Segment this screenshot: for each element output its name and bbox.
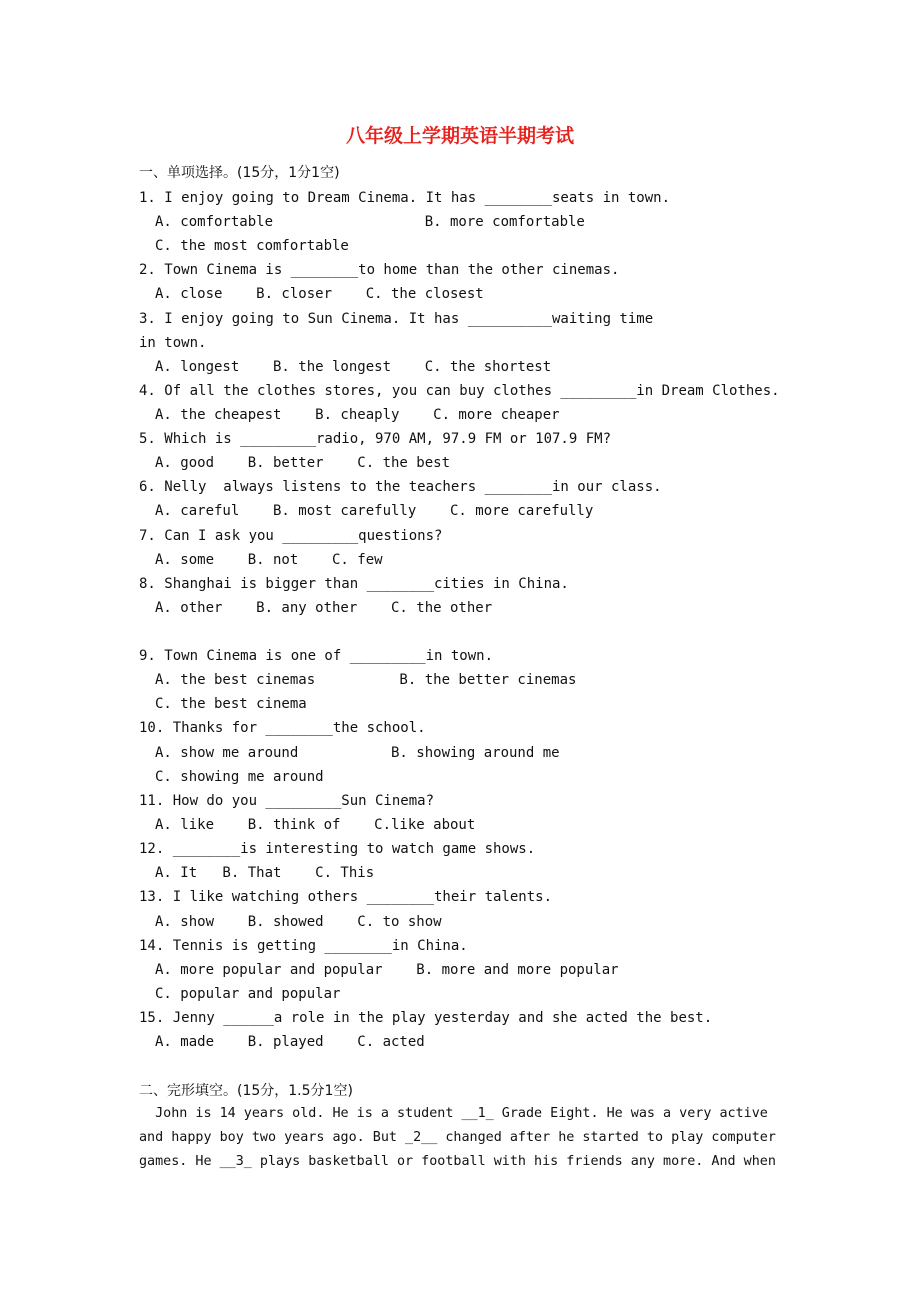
question-8-options: A. other B. any other C. the other bbox=[155, 600, 493, 616]
question-14-option-c: C. popular and popular bbox=[155, 986, 341, 1002]
question-3-continued: in town. bbox=[139, 335, 207, 351]
question-9-options-ab: A. the best cinemas B. the better cinemas bbox=[155, 672, 577, 688]
question-10-options-ab: A. show me around B. showing around me bbox=[155, 745, 560, 761]
question-10: 10. Thanks for ________the school. bbox=[139, 720, 426, 736]
question-3-options: A. longest B. the longest C. the shortest bbox=[155, 359, 552, 375]
question-4: 4. Of all the clothes stores, you can buy clothes _________in Dream Clothes. bbox=[139, 383, 780, 399]
question-6-options: A. careful B. most carefully C. more carefully bbox=[155, 503, 594, 519]
question-6: 6. Nelly always listens to the teachers ________in our class. bbox=[139, 479, 662, 495]
question-9-option-c: C. the best cinema bbox=[155, 696, 307, 712]
question-12-options: A. It B. That C. This bbox=[155, 865, 375, 881]
question-4-options: A. the cheapest B. cheaply C. more cheaper bbox=[155, 407, 560, 423]
question-14-options-ab: A. more popular and popular B. more and more popular bbox=[155, 962, 619, 978]
question-1: 1. I enjoy going to Dream Cinema. It has ________seats in town. bbox=[139, 190, 671, 206]
question-3: 3. I enjoy going to Sun Cinema. It has __________waiting time bbox=[139, 311, 654, 327]
question-1-options-ab: A. comfortable B. more comfortable bbox=[155, 214, 585, 230]
question-11: 11. How do you _________Sun Cinema? bbox=[139, 793, 435, 809]
question-5-options: A. good B. better C. the best bbox=[155, 455, 451, 471]
question-10-option-c: C. showing me around bbox=[155, 769, 324, 785]
question-15-options: A. made B. played C. acted bbox=[155, 1034, 425, 1050]
question-1-option-c: C. the most comfortable bbox=[155, 238, 349, 254]
question-7: 7. Can I ask you _________questions? bbox=[139, 528, 443, 544]
question-9: 9. Town Cinema is one of _________in town. bbox=[139, 648, 494, 664]
cloze-passage-line-2: and happy boy two years ago. But _2__ changed after he started to play computer bbox=[139, 1130, 776, 1145]
cloze-passage-line-1: John is 14 years old. He is a student __1_ Grade Eight. He was a very active bbox=[139, 1106, 768, 1121]
question-5: 5. Which is _________radio, 970 AM, 97.9 FM or 107.9 FM? bbox=[139, 431, 612, 447]
question-11-options: A. like B. think of C.like about bbox=[155, 817, 476, 833]
question-2-options: A. close B. closer C. the closest bbox=[155, 286, 484, 302]
question-14: 14. Tennis is getting ________in China. bbox=[139, 938, 468, 954]
question-13: 13. I like watching others ________their talents. bbox=[139, 889, 553, 905]
question-2: 2. Town Cinema is ________to home than the other cinemas. bbox=[139, 262, 620, 278]
cloze-passage-line-3: games. He __3_ plays basketball or football with his friends any more. And when bbox=[139, 1154, 776, 1169]
section-1-heading: 一、单项选择。(15分，1分1空) bbox=[139, 165, 340, 181]
question-7-options: A. some B. not C. few bbox=[155, 552, 383, 568]
question-13-options: A. show B. showed C. to show bbox=[155, 914, 442, 930]
question-8: 8. Shanghai is bigger than ________cities in China. bbox=[139, 576, 569, 592]
question-15: 15. Jenny ______a role in the play yesterday and she acted the best. bbox=[139, 1010, 713, 1026]
exam-title: 八年级上学期英语半期考试 bbox=[345, 125, 574, 147]
question-12: 12. ________is interesting to watch game shows. bbox=[139, 841, 536, 857]
section-2-heading: 二、完形填空。(15分，1.5分1空) bbox=[139, 1083, 353, 1099]
